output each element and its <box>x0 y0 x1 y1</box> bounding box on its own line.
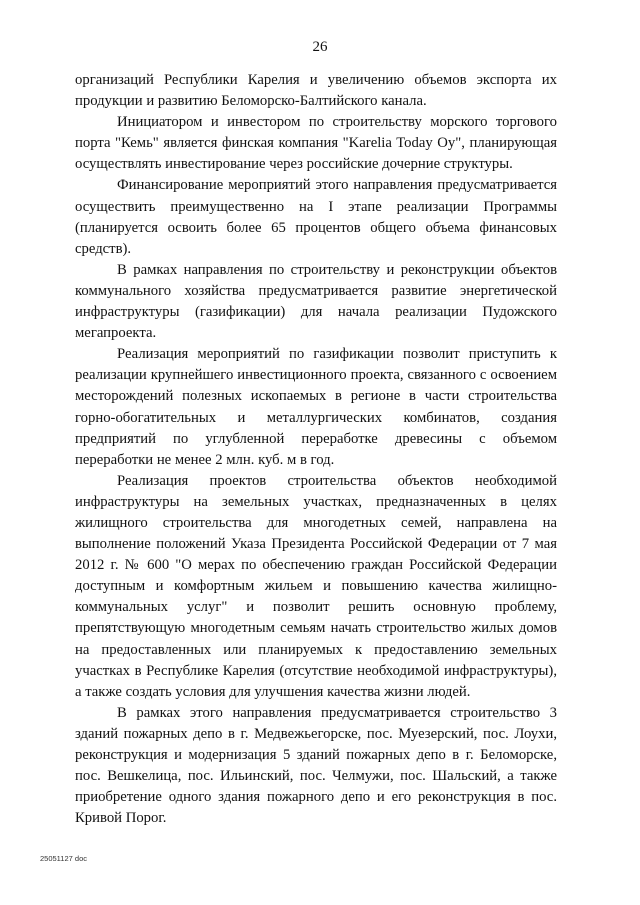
footer-document-code: 25051127 doc <box>40 854 87 863</box>
paragraph-financing: Финансирование мероприятий этого направления предусматривается осуществить преимущественно на I этапе реализации Программы (планируется освоить более 65 процентов общего объема финансовых средств). <box>75 177 557 257</box>
paragraph-fire-stations: В рамках этого направления предусматривается строительство 3 зданий пожарных депо в г. Медвежьегорске, пос. Муезерский, пос. Лоухи, реконструкция и модернизация 5 зданий пожарных депо в г. Беломорске, пос. Вешкелица, пос. Ильинский, пос. Челмужи, пос. Шальский, а также приобретение одного здания пожарного депо и его реконструкция в пос. Кривой Порог. <box>75 704 557 827</box>
paragraph-utilities: В рамках направления по строительству и реконструкции объектов коммунального хозяйства предусматривается развитие энергетической инфраструктуры (газификации) для начала реализации Пудожского мегапроекта. <box>75 261 557 342</box>
page-number: 26 <box>312 39 328 55</box>
paragraph-continuation: организаций Республики Карелия и увеличению объемов экспорта их продукции и развитию Беломорско-Балтийского канала. <box>75 72 557 110</box>
document-body <box>75 70 557 829</box>
paragraph-port-investor: Инициатором и инвестором по строительству морского торгового порта "Кемь" является финская компания "Karelia Today Oy", планирующая осуществлять инвестирование через российские дочерние структуры. <box>75 114 557 173</box>
paragraph-large-families: Реализация проектов строительства объектов необходимой инфраструктуры на земельных участках, предназначенных в целях жилищного строительства для многодетных семей, направлена на выполнение положений Указа Президента Российской Федерации от 7 мая 2012 г. № 600 "О мерах по обеспечению граждан Российской Федерации доступным и комфортным жильем и повышению качества жилищно-коммунальных услуг" и позволит решить основную проблему, препятствующую многодетным семьям начать строительство жилых домов на предоставленных или планируемых к предоставлению земельных участках в Республике Карелия (отсутствие необходимой инфраструктуры), а также создать условия для улучшения качества жизни людей. <box>75 472 557 700</box>
paragraph-gasification: Реализация мероприятий по газификации позволит приступить к реализации крупнейшего инвестиционного проекта, связанного с освоением месторождений полезных ископаемых в регионе в части строительства горно-обогатительных и металлургических комбинатов, создания предприятий по углубленной переработке древесины с объемом переработки не менее 2 млн. куб. м в год. <box>75 346 557 468</box>
